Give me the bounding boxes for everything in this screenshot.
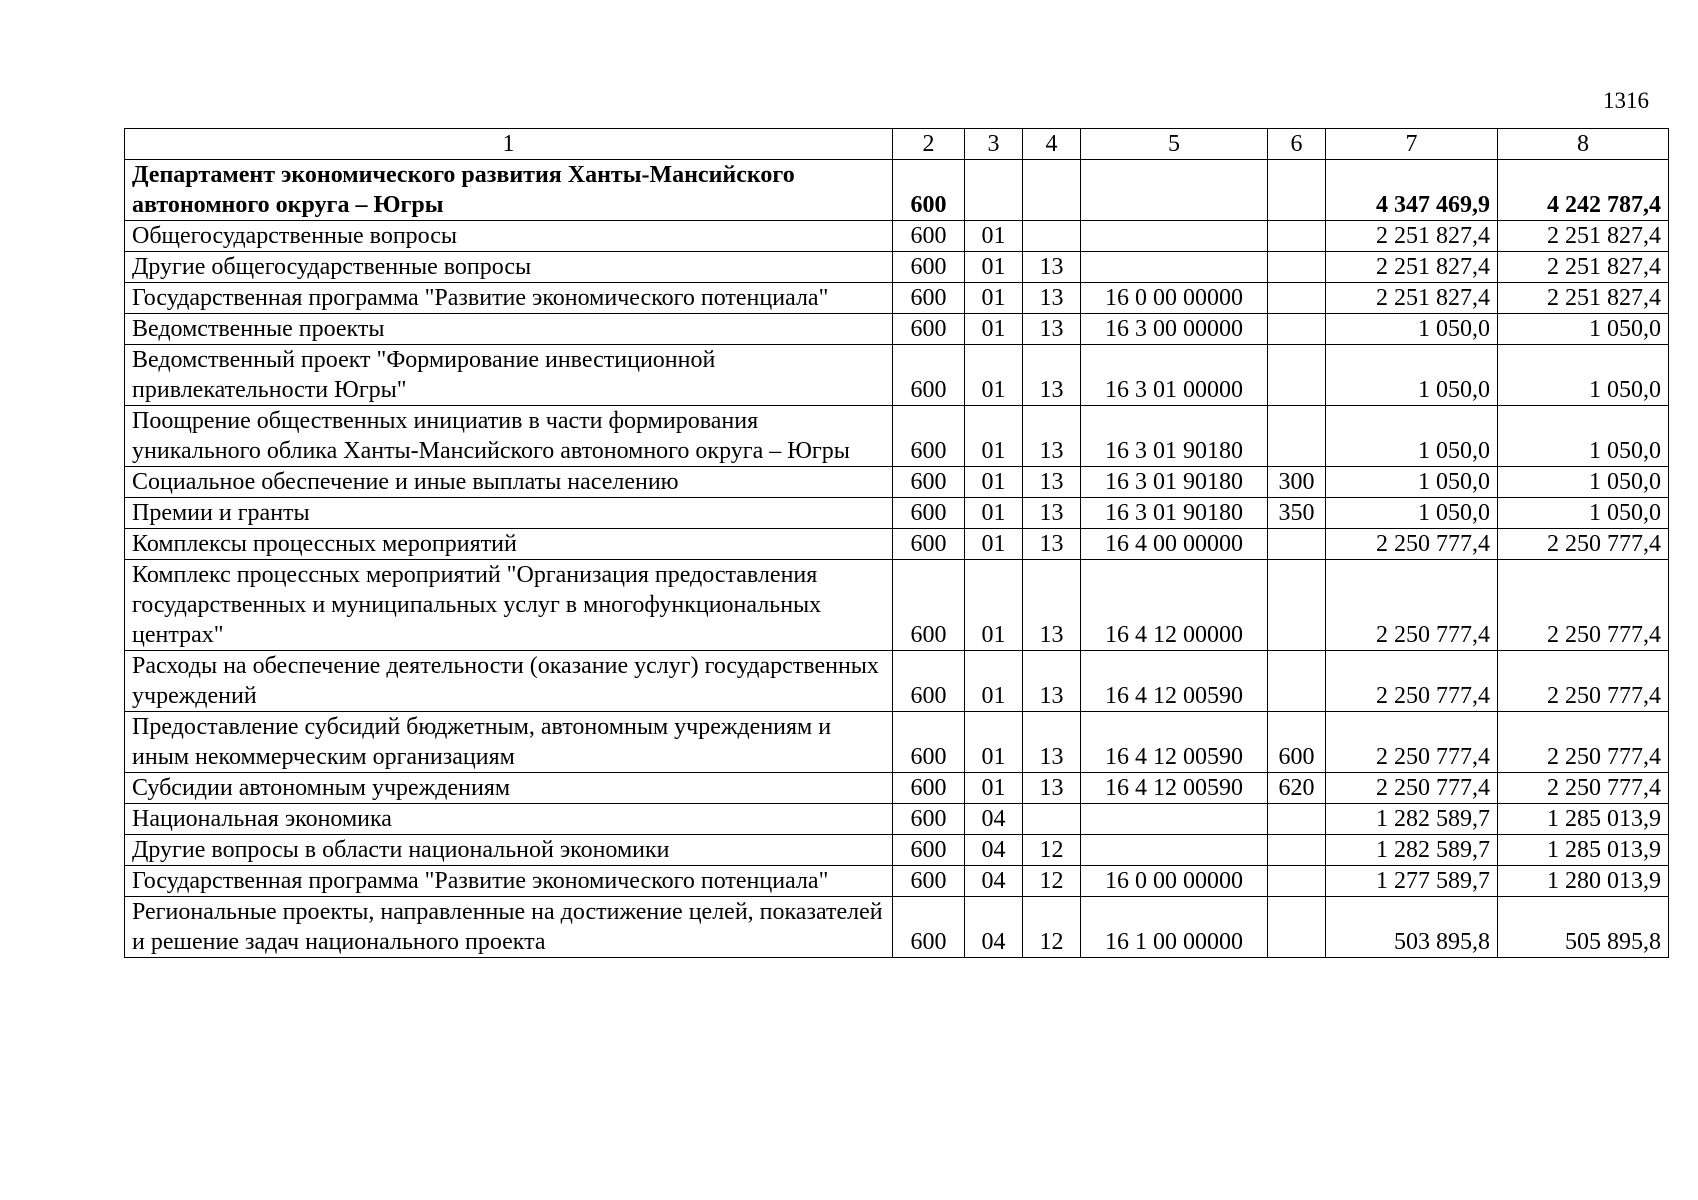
column-header: 2: [893, 129, 965, 160]
column-header: 1: [125, 129, 893, 160]
cell-name: Региональные проекты, направленные на достижение целей, показателей и решение задач национального проекта: [125, 897, 893, 958]
cell-name: Национальная экономика: [125, 804, 893, 835]
cell-subsection: 13: [1023, 529, 1081, 560]
cell-expense-type: [1268, 866, 1326, 897]
cell-amount-year-2: 1 285 013,9: [1498, 835, 1669, 866]
cell-amount-year-2: 1 050,0: [1498, 406, 1669, 467]
cell-name: Общегосударственные вопросы: [125, 221, 893, 252]
table-row: [125, 773, 1669, 804]
cell-admin-code: 600: [893, 160, 965, 221]
cell-target-article: 16 0 00 00000: [1081, 283, 1268, 314]
cell-amount-year-2: 1 285 013,9: [1498, 804, 1669, 835]
table-row: [125, 406, 1669, 467]
cell-admin-code: 600: [893, 406, 965, 467]
cell-expense-type: [1268, 283, 1326, 314]
cell-admin-code: 600: [893, 804, 965, 835]
cell-expense-type: 600: [1268, 712, 1326, 773]
cell-section: 01: [965, 498, 1023, 529]
cell-subsection: 13: [1023, 406, 1081, 467]
table-body: [125, 129, 1669, 958]
cell-name: Ведомственный проект "Формирование инвестиционной привлекательности Югры": [125, 345, 893, 406]
cell-target-article: 16 3 00 00000: [1081, 314, 1268, 345]
cell-amount-year-2: 2 251 827,4: [1498, 221, 1669, 252]
cell-subsection: 13: [1023, 283, 1081, 314]
cell-section: 01: [965, 529, 1023, 560]
cell-subsection: 13: [1023, 712, 1081, 773]
column-header: 6: [1268, 129, 1326, 160]
cell-expense-type: [1268, 529, 1326, 560]
table-row: [125, 529, 1669, 560]
cell-subsection: 13: [1023, 773, 1081, 804]
cell-section: 04: [965, 835, 1023, 866]
cell-name: Другие вопросы в области национальной экономики: [125, 835, 893, 866]
cell-target-article: 16 1 00 00000: [1081, 897, 1268, 958]
cell-expense-type: 300: [1268, 467, 1326, 498]
cell-expense-type: 350: [1268, 498, 1326, 529]
cell-amount-year-2: 2 250 777,4: [1498, 560, 1669, 651]
cell-target-article: 16 4 12 00590: [1081, 712, 1268, 773]
cell-expense-type: [1268, 345, 1326, 406]
cell-target-article: 16 4 12 00590: [1081, 773, 1268, 804]
cell-admin-code: 600: [893, 252, 965, 283]
cell-amount-year-1: 2 251 827,4: [1326, 252, 1498, 283]
cell-name: Ведомственные проекты: [125, 314, 893, 345]
cell-admin-code: 600: [893, 835, 965, 866]
cell-target-article: 16 3 01 00000: [1081, 345, 1268, 406]
cell-section: 01: [965, 252, 1023, 283]
cell-amount-year-2: 1 050,0: [1498, 345, 1669, 406]
cell-amount-year-1: 2 250 777,4: [1326, 651, 1498, 712]
cell-amount-year-2: 2 251 827,4: [1498, 252, 1669, 283]
cell-name: Комплекс процессных мероприятий "Организация предоставления государственных и муниципальных услуг в многофункциональных центрах": [125, 560, 893, 651]
cell-amount-year-2: 2 250 777,4: [1498, 773, 1669, 804]
cell-section: 04: [965, 897, 1023, 958]
cell-expense-type: 620: [1268, 773, 1326, 804]
cell-admin-code: 600: [893, 221, 965, 252]
cell-subsection: 13: [1023, 314, 1081, 345]
cell-amount-year-2: 505 895,8: [1498, 897, 1669, 958]
cell-subsection: 13: [1023, 252, 1081, 283]
cell-amount-year-1: 2 251 827,4: [1326, 221, 1498, 252]
cell-admin-code: 600: [893, 283, 965, 314]
cell-target-article: 16 4 00 00000: [1081, 529, 1268, 560]
cell-section: 01: [965, 221, 1023, 252]
cell-subsection: 13: [1023, 498, 1081, 529]
cell-admin-code: 600: [893, 866, 965, 897]
cell-target-article: [1081, 252, 1268, 283]
cell-target-article: 16 3 01 90180: [1081, 467, 1268, 498]
cell-amount-year-1: 1 050,0: [1326, 467, 1498, 498]
cell-admin-code: 600: [893, 651, 965, 712]
cell-subsection: [1023, 160, 1081, 221]
cell-target-article: [1081, 160, 1268, 221]
column-header: 3: [965, 129, 1023, 160]
table-row: [125, 160, 1669, 221]
cell-expense-type: [1268, 221, 1326, 252]
cell-subsection: 13: [1023, 560, 1081, 651]
cell-name: Комплексы процессных мероприятий: [125, 529, 893, 560]
cell-subsection: 13: [1023, 651, 1081, 712]
cell-section: 01: [965, 560, 1023, 651]
cell-name: Государственная программа "Развитие экономического потенциала": [125, 866, 893, 897]
table-row: [125, 897, 1669, 958]
cell-amount-year-1: 1 282 589,7: [1326, 804, 1498, 835]
cell-subsection: 12: [1023, 897, 1081, 958]
cell-subsection: 13: [1023, 345, 1081, 406]
cell-amount-year-1: 503 895,8: [1326, 897, 1498, 958]
cell-name: Премии и гранты: [125, 498, 893, 529]
cell-amount-year-1: 1 050,0: [1326, 314, 1498, 345]
cell-amount-year-2: 2 250 777,4: [1498, 529, 1669, 560]
table-row: [125, 283, 1669, 314]
cell-admin-code: 600: [893, 345, 965, 406]
cell-name: Социальное обеспечение и иные выплаты населению: [125, 467, 893, 498]
table-row: [125, 498, 1669, 529]
cell-admin-code: 600: [893, 773, 965, 804]
cell-admin-code: 600: [893, 712, 965, 773]
cell-expense-type: [1268, 804, 1326, 835]
cell-amount-year-1: 1 282 589,7: [1326, 835, 1498, 866]
column-number-row: [125, 129, 1669, 160]
cell-expense-type: [1268, 160, 1326, 221]
cell-amount-year-2: 1 050,0: [1498, 467, 1669, 498]
page-number: 1316: [1603, 88, 1649, 113]
cell-name: Расходы на обеспечение деятельности (оказание услуг) государственных учреждений: [125, 651, 893, 712]
cell-name: Субсидии автономным учреждениям: [125, 773, 893, 804]
cell-target-article: 16 3 01 90180: [1081, 498, 1268, 529]
cell-amount-year-1: 2 250 777,4: [1326, 529, 1498, 560]
table-row: [125, 651, 1669, 712]
table-row: [125, 712, 1669, 773]
cell-admin-code: 600: [893, 529, 965, 560]
cell-amount-year-2: 1 280 013,9: [1498, 866, 1669, 897]
cell-amount-year-1: 2 250 777,4: [1326, 560, 1498, 651]
cell-amount-year-1: 4 347 469,9: [1326, 160, 1498, 221]
cell-amount-year-1: 1 050,0: [1326, 406, 1498, 467]
cell-section: 01: [965, 314, 1023, 345]
cell-section: 01: [965, 467, 1023, 498]
cell-section: 01: [965, 651, 1023, 712]
cell-section: 01: [965, 345, 1023, 406]
cell-section: 01: [965, 773, 1023, 804]
cell-target-article: 16 3 01 90180: [1081, 406, 1268, 467]
cell-name: Поощрение общественных инициатив в части формирования уникального облика Ханты-Мансийского автономного округа – Югры: [125, 406, 893, 467]
column-header: 5: [1081, 129, 1268, 160]
table-row: [125, 804, 1669, 835]
cell-expense-type: [1268, 406, 1326, 467]
cell-section: [965, 160, 1023, 221]
cell-target-article: 16 4 12 00590: [1081, 651, 1268, 712]
cell-target-article: [1081, 804, 1268, 835]
cell-subsection: 13: [1023, 467, 1081, 498]
cell-amount-year-2: 4 242 787,4: [1498, 160, 1669, 221]
cell-amount-year-2: 1 050,0: [1498, 314, 1669, 345]
cell-section: 04: [965, 804, 1023, 835]
cell-admin-code: 600: [893, 467, 965, 498]
cell-amount-year-2: 2 250 777,4: [1498, 712, 1669, 773]
cell-subsection: [1023, 804, 1081, 835]
table-row: [125, 866, 1669, 897]
cell-subsection: 12: [1023, 835, 1081, 866]
cell-subsection: [1023, 221, 1081, 252]
column-header: 8: [1498, 129, 1669, 160]
cell-name: Департамент экономического развития Ханты-Мансийского автономного округа – Югры: [125, 160, 893, 221]
table-row: [125, 345, 1669, 406]
cell-admin-code: 600: [893, 314, 965, 345]
cell-expense-type: [1268, 560, 1326, 651]
cell-amount-year-2: 2 250 777,4: [1498, 651, 1669, 712]
table-row: [125, 467, 1669, 498]
cell-target-article: [1081, 221, 1268, 252]
cell-name: Государственная программа "Развитие экономического потенциала": [125, 283, 893, 314]
cell-amount-year-2: 1 050,0: [1498, 498, 1669, 529]
cell-target-article: 16 0 00 00000: [1081, 866, 1268, 897]
cell-section: 01: [965, 283, 1023, 314]
table-row: [125, 835, 1669, 866]
cell-expense-type: [1268, 314, 1326, 345]
cell-section: 04: [965, 866, 1023, 897]
cell-target-article: 16 4 12 00000: [1081, 560, 1268, 651]
cell-name: Другие общегосударственные вопросы: [125, 252, 893, 283]
table-row: [125, 314, 1669, 345]
cell-amount-year-1: 1 277 589,7: [1326, 866, 1498, 897]
cell-amount-year-1: 2 250 777,4: [1326, 712, 1498, 773]
cell-amount-year-1: 2 251 827,4: [1326, 283, 1498, 314]
cell-expense-type: [1268, 835, 1326, 866]
table-row: [125, 560, 1669, 651]
cell-amount-year-1: 1 050,0: [1326, 345, 1498, 406]
cell-admin-code: 600: [893, 498, 965, 529]
column-header: 7: [1326, 129, 1498, 160]
column-header: 4: [1023, 129, 1081, 160]
budget-table: [124, 128, 1669, 958]
table-row: [125, 221, 1669, 252]
cell-section: 01: [965, 712, 1023, 773]
cell-admin-code: 600: [893, 560, 965, 651]
table-row: [125, 252, 1669, 283]
cell-section: 01: [965, 406, 1023, 467]
cell-expense-type: [1268, 897, 1326, 958]
cell-name: Предоставление субсидий бюджетным, автономным учреждениям и иным некоммерческим организациям: [125, 712, 893, 773]
cell-subsection: 12: [1023, 866, 1081, 897]
cell-expense-type: [1268, 252, 1326, 283]
cell-admin-code: 600: [893, 897, 965, 958]
cell-amount-year-1: 2 250 777,4: [1326, 773, 1498, 804]
cell-amount-year-1: 1 050,0: [1326, 498, 1498, 529]
cell-expense-type: [1268, 651, 1326, 712]
cell-amount-year-2: 2 251 827,4: [1498, 283, 1669, 314]
cell-target-article: [1081, 835, 1268, 866]
